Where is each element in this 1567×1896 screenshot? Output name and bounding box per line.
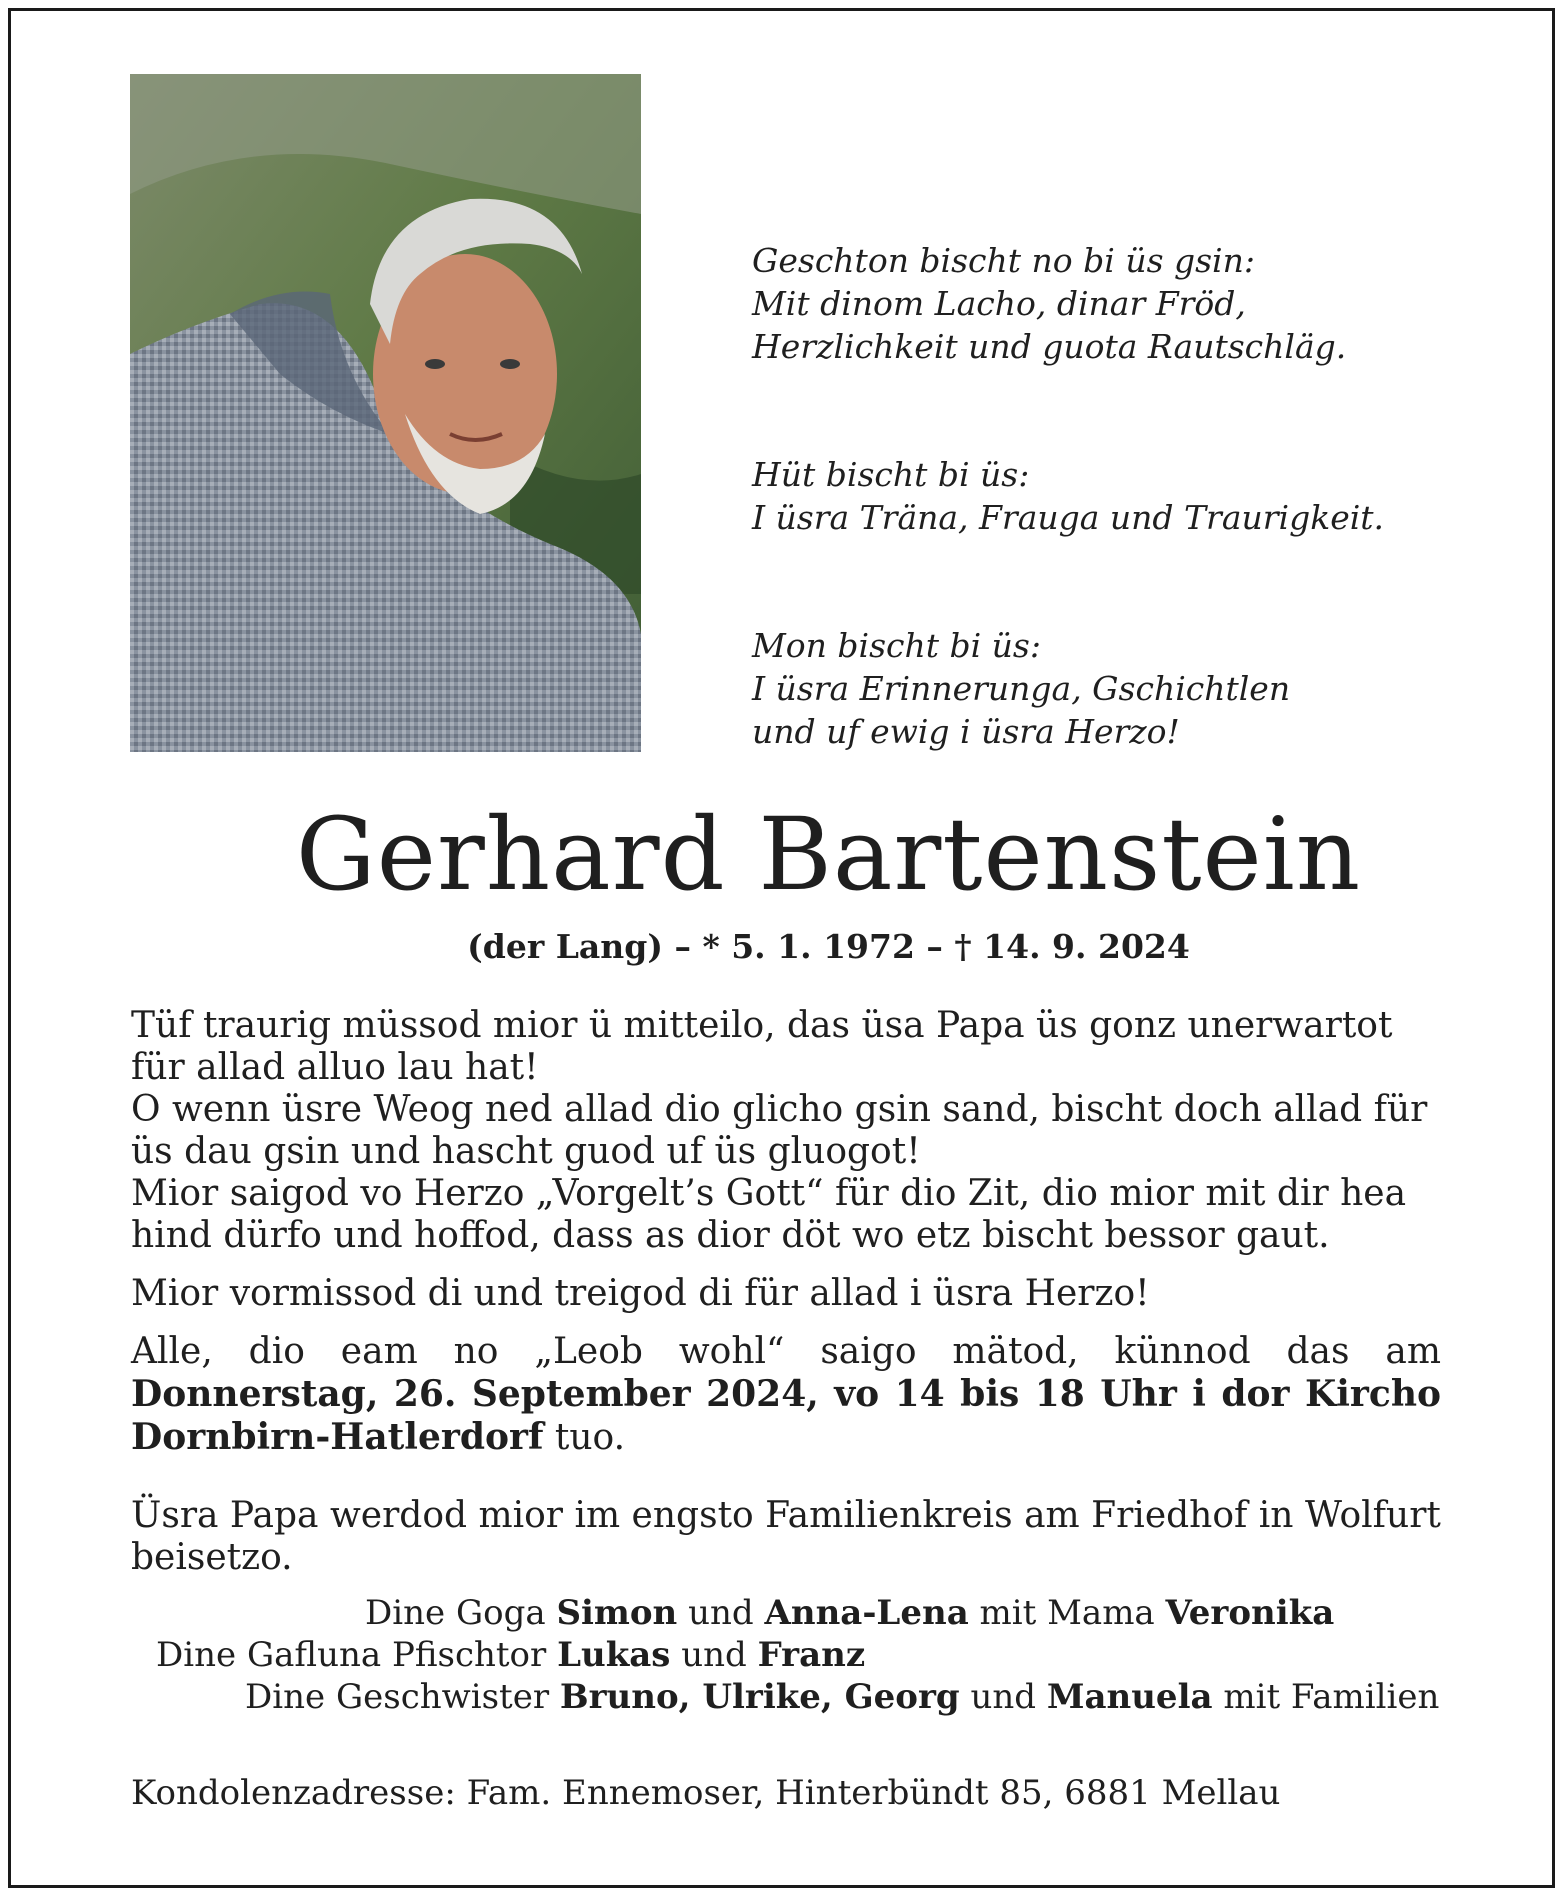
poem: [752, 196, 1384, 838]
deceased-name: Gerhard Bartenstein: [295, 796, 1362, 913]
text-segment: Alle, dio eam no „Leob wohl“ saigo mätod, künnod das am: [131, 1331, 1441, 1372]
sig-text: und: [677, 1593, 765, 1633]
sig-text: Dine Gafluna Pfischtor: [156, 1635, 558, 1675]
portrait-photo-icon: [130, 74, 641, 752]
ceremony-details: Donnerstag, 26. September 2024, vo 14 bis 18 Uhr i dor Kircho Dornbirn-Hatlerdorf: [131, 1373, 1441, 1458]
life-dates: (der Lang) – * 5. 1. 1972 – † 14. 9. 2024: [467, 927, 1190, 966]
sig-name: Veronika: [1165, 1593, 1335, 1633]
text-segment: tuo.: [543, 1417, 626, 1458]
sig-text: und: [959, 1677, 1047, 1717]
poem-stanza: Hüt bischt bi üs: I üsra Träna, Frauga und Traurigkeit.: [752, 455, 1385, 537]
paragraph-ceremony: [131, 1331, 1441, 1459]
paragraph: Mior vormissod di und treigod di für allad i üsra Herzo!: [131, 1273, 1150, 1314]
sig-text: mit Familien: [1212, 1677, 1440, 1717]
signature-line-children: [365, 1592, 1334, 1634]
paragraph-burial: Üsra Papa werdod mior im engsto Familienkreis am Friedhof in Wolfurt beisetzo.: [131, 1495, 1441, 1578]
signature-line-grandchildren: [156, 1634, 865, 1676]
poem-stanza: Geschton bischt no bi üs gsin: Mit dinom Lacho, dinar Fröd, Herzlichkeit und guota Rautschläg.: [752, 241, 1347, 366]
sig-name: Franz: [757, 1635, 866, 1675]
sig-text: und: [670, 1635, 758, 1675]
text-line: O wenn üsre Weog ned allad dio glicho gsin sand, bischt doch allad für üs dau gsin und hascht guod uf üs gluogot!: [131, 1089, 1428, 1172]
portrait-photo: [130, 74, 641, 752]
text-line: Tüf traurig müssod mior ü mitteilo, das üsa Papa üs gonz unerwartot für allad alluo lau hat!: [131, 1005, 1393, 1088]
signature-line-siblings: [245, 1676, 1439, 1718]
text-line: Mior saigod vo Herzo „Vorgelt’s Gott“ für dio Zit, dio mior mit dir hea hind dürfo und hoffod, dass as dior döt wo etz bischt bessor gaut.: [131, 1173, 1407, 1256]
sig-text: mit Mama: [968, 1593, 1166, 1633]
sig-name: Lukas: [557, 1635, 671, 1675]
paragraph: [131, 1005, 1441, 1257]
sig-name: Simon: [556, 1593, 678, 1633]
condolence-address: Kondolenzadresse: Fam. Ennemoser, Hinterbündt 85, 6881 Mellau: [131, 1773, 1281, 1813]
poem-stanza: Mon bischt bi üs: I üsra Erinnerunga, Gschichtlen und uf ewig i üsra Herzo!: [752, 626, 1291, 751]
sig-name: Manuela: [1046, 1677, 1213, 1717]
sig-text: Dine Geschwister: [245, 1677, 560, 1717]
sig-name: Bruno, Ulrike, Georg: [559, 1677, 960, 1717]
obituary-text: [131, 1005, 1441, 1595]
sig-name: Anna-Lena: [764, 1593, 969, 1633]
sig-text: Dine Goga: [365, 1593, 557, 1633]
